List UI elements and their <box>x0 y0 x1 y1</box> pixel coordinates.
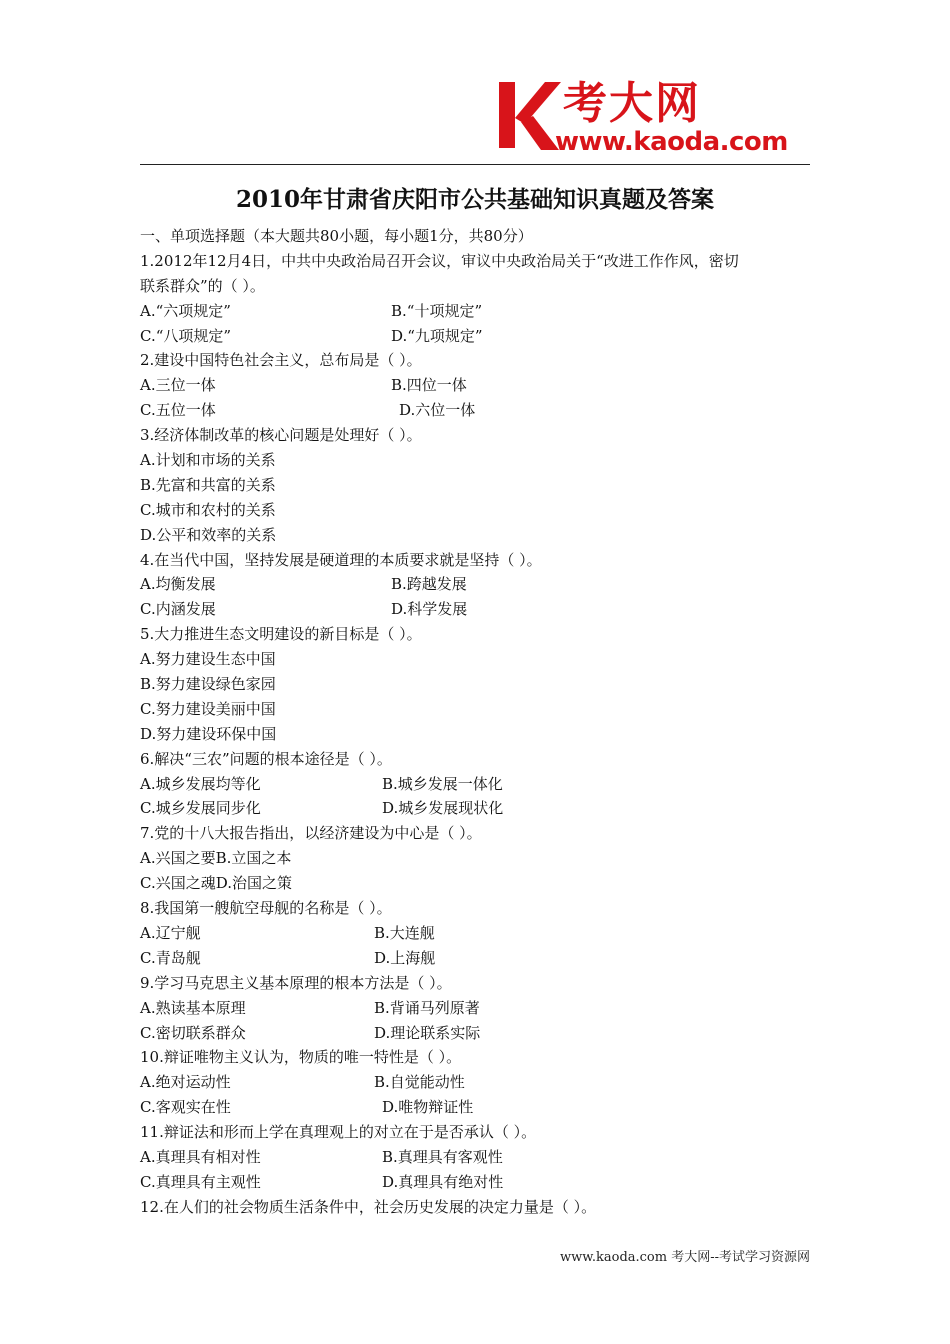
option-6d: D.城乡发展现状化 <box>382 799 504 818</box>
question-1-stem: 1.2012年12月4日，中共中央政治局召开会议，审议中央政治局关于“改进工作作风，密切 <box>140 251 739 270</box>
option-11a: A.真理具有相对性 <box>140 1147 261 1166</box>
option-10c: C.客观实在性 <box>140 1098 231 1117</box>
option-1d: D.“九项规定” <box>391 326 483 345</box>
logo-brand-name: 考大网 <box>563 78 701 129</box>
question-9-stem: 9.学习马克思主义基本原理的根本方法是（ ）。 <box>140 973 452 992</box>
option-8c: C.青岛舰 <box>140 948 201 967</box>
option-2a: A.三位一体 <box>140 376 216 395</box>
option-5c: C.努力建设美丽中国 <box>140 699 276 718</box>
question-6-stem: 6.解决“三农”问题的根本途径是（ ）。 <box>140 749 392 768</box>
question-list <box>140 224 812 1220</box>
option-1b: B.“十项规定” <box>391 301 483 320</box>
option-2c: C.五位一体 <box>140 401 216 420</box>
option-8a: A.辽宁舰 <box>140 923 201 942</box>
question-12-stem: 12.在人们的社会物质生活条件中，社会历史发展的决定力量是（ ）。 <box>140 1197 597 1216</box>
section-heading: 一、单项选择题（本大题共80小题，每小题1分，共80分） <box>140 227 533 245</box>
option-9a: A.熟读基本原理 <box>140 998 246 1017</box>
option-4b: B.跨越发展 <box>391 575 467 594</box>
kaoda-logo <box>497 78 813 160</box>
option-10d: D.唯物辩证性 <box>382 1098 474 1117</box>
question-3-stem: 3.经济体制改革的核心问题是处理好（ ）。 <box>140 426 422 445</box>
option-7ab: A.兴国之要B.立国之本 <box>140 849 292 868</box>
page-footer: www.kaoda.com 考大网--考试学习资源网 <box>560 1250 810 1265</box>
option-8d: D.上海舰 <box>374 948 436 967</box>
question-10-stem: 10.辩证唯物主义认为，物质的唯一特性是（ ）。 <box>140 1048 462 1067</box>
option-2d: D.六位一体 <box>399 401 476 420</box>
option-5b: B.努力建设绿色家园 <box>140 675 276 694</box>
option-3d: D.公平和效率的关系 <box>140 525 277 544</box>
option-4d: D.科学发展 <box>391 600 468 619</box>
option-5a: A.努力建设生态中国 <box>140 650 276 669</box>
question-2-stem: 2.建设中国特色社会主义，总布局是（ ）。 <box>140 351 422 370</box>
option-11c: C.真理具有主观性 <box>140 1172 261 1191</box>
page-title: 2010年甘肃省庆阳市公共基础知识真题及答案 <box>235 186 714 213</box>
option-5d: D.努力建设环保中国 <box>140 724 277 743</box>
question-4-stem: 4.在当代中国，坚持发展是硬道理的本质要求就是坚持（ ）。 <box>140 550 542 569</box>
option-10a: A.绝对运动性 <box>140 1073 231 1092</box>
option-3a: A.计划和市场的关系 <box>140 451 276 470</box>
option-3b: B.先富和共富的关系 <box>140 475 276 494</box>
option-1a: A.“六项规定” <box>140 301 231 320</box>
option-4c: C.内涵发展 <box>140 600 216 619</box>
logo-url: www.kaoda.com <box>555 127 788 157</box>
option-1c: C.“八项规定” <box>140 326 232 345</box>
option-6a: A.城乡发展均等化 <box>140 774 261 793</box>
question-8-stem: 8.我国第一艘航空母舰的名称是（ ）。 <box>140 899 392 918</box>
option-7cd: C.兴国之魂D.治国之策 <box>140 874 292 893</box>
option-4a: A.均衡发展 <box>140 575 216 594</box>
option-8b: B.大连舰 <box>374 923 435 942</box>
option-6c: C.城乡发展同步化 <box>140 799 261 818</box>
question-5-stem: 5.大力推进生态文明建设的新目标是（ ）。 <box>140 625 422 644</box>
option-9b: B.背诵马列原著 <box>374 998 480 1017</box>
option-2b: B.四位一体 <box>391 376 467 395</box>
option-11d: D.真理具有绝对性 <box>382 1172 504 1191</box>
question-7-stem: 7.党的十八大报告指出，以经济建设为中心是（ ）。 <box>140 824 482 843</box>
question-1-stem-cont: 联系群众”的（ ）。 <box>140 276 265 295</box>
question-11-stem: 11.辩证法和形而上学在真理观上的对立在于是否承认（ ）。 <box>140 1123 537 1142</box>
option-3c: C.城市和农村的关系 <box>140 500 276 519</box>
option-10b: B.自觉能动性 <box>374 1073 465 1092</box>
option-11b: B.真理具有客观性 <box>382 1147 503 1166</box>
option-9c: C.密切联系群众 <box>140 1023 246 1042</box>
k-logo-icon <box>497 78 561 154</box>
option-6b: B.城乡发展一体化 <box>382 774 503 793</box>
header-divider <box>140 164 810 165</box>
option-9d: D.理论联系实际 <box>374 1023 481 1042</box>
